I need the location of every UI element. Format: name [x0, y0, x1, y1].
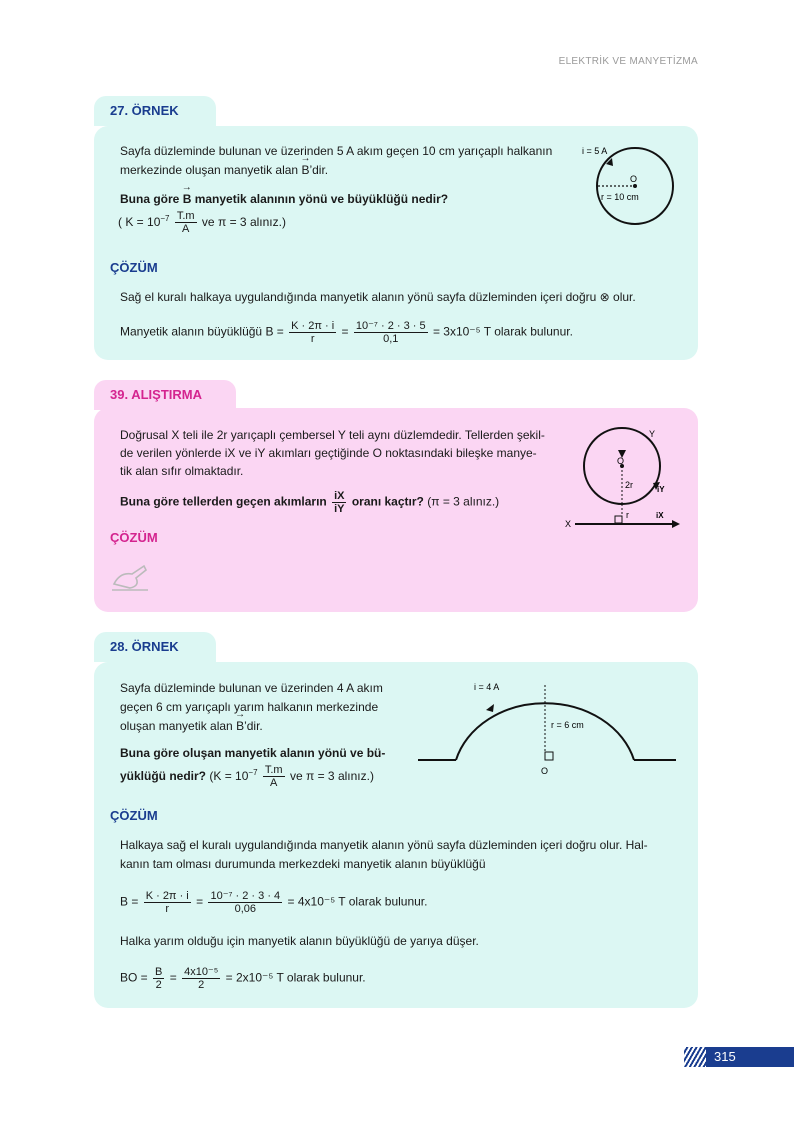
- svg-text:O: O: [541, 766, 549, 776]
- example-27-figure: [582, 140, 690, 240]
- into-page-symbol: ⊗: [599, 290, 610, 304]
- svg-text:2r: 2r: [625, 480, 634, 490]
- svg-text:O: O: [630, 174, 638, 184]
- svg-text:i = 4 A: i = 4 A: [474, 682, 500, 692]
- svg-text:r: r: [626, 510, 629, 520]
- example-28-solution-line1: Halkaya sağ el kuralı uygulandığında manyetik alanın yönü sayfa düzleminden içeri doğru olur. Hal-: [120, 838, 648, 852]
- example-28-line1: Sayfa düzleminde bulunan ve üzerinden 4 A akım: [120, 681, 383, 695]
- example-28-question1: Buna göre oluşan manyetik alanın yönü ve bü-: [120, 746, 386, 760]
- pencil-hand-icon: [110, 560, 150, 594]
- svg-text:r = 6 cm: r = 6 cm: [551, 720, 584, 730]
- svg-text:iX: iX: [656, 511, 664, 520]
- exercise-39-figure: [560, 420, 690, 535]
- exercise-39-question: Buna göre tellerden geçen akımların $\frac{iX}{iY}$ oranı kaçtır? (π = 3 alınız.): [120, 490, 500, 515]
- page-number: 315: [714, 1049, 736, 1064]
- example-28-line2: geçen 6 cm yarıçaplı yarım halkanın merkezinde: [120, 700, 379, 714]
- example-28-figure: [414, 676, 684, 780]
- example-27-solution-label: ÇÖZÜM: [110, 260, 158, 275]
- svg-text:X: X: [565, 519, 572, 529]
- example-28-question2: yüklüğü nedir? ($K = 10^{-7}$ $\frac{T.m}{A}$ ve π = 3 alınız.): [120, 764, 374, 790]
- example-28-solution-formula2: BO = $\frac{B}{2}$ = $\frac{\text{4x10⁻⁵}}{2}$ = 2x10⁻⁵ T olarak bulunur.: [120, 966, 366, 991]
- exercise-39-solution-label: ÇÖZÜM: [110, 530, 158, 545]
- chapter-header: ELEKTRİK VE MANYETİZMA: [558, 56, 698, 67]
- example-27-text-line2: merkezinde oluşan manyetik alan → B’dir.: [120, 161, 328, 179]
- exercise-39-line1: Doğrusal X teli ile 2r yarıçaplı çembersel Y teli aynı düzlemdedir. Tellerden şekil-: [120, 428, 545, 442]
- example-27-text-line1: Sayfa düzleminde bulunan ve üzerinden 5 A akım geçen 10 cm yarıçaplı halkanın: [120, 144, 553, 158]
- svg-text:r = 10 cm: r = 10 cm: [601, 192, 639, 202]
- example-28-solution-line2: kanın tam olması durumunda merkezdeki manyetik alanın büyüklüğü: [120, 857, 486, 871]
- example-27-solution-line1: Sağ el kuralı halkaya uygulandığında manyetik alanın yönü sayfa düzleminden içeri doğru ⊗ olur.: [120, 290, 636, 304]
- example-28-line3: oluşan manyetik alan → B’dir.: [120, 717, 263, 735]
- svg-text:Y: Y: [649, 429, 656, 439]
- svg-text:O: O: [617, 456, 625, 466]
- exercise-39-line3: tik alan sıfır olmaktadır.: [120, 464, 244, 478]
- example-27-given: ( $K = 10^{-7}$ $\frac{T.m}{A}$ ve π = 3 alınız.): [118, 210, 286, 236]
- fig-current-label: i = 5 A: [582, 146, 608, 156]
- example-27-question: Buna göre → B manyetik alanının yönü ve büyüklüğü nedir?: [120, 190, 448, 208]
- stripes-decoration: [684, 1047, 706, 1067]
- example-28-solution-label: ÇÖZÜM: [110, 808, 158, 823]
- example-28-tab: 28. ÖRNEK: [94, 632, 216, 662]
- vector-b: → B: [301, 161, 309, 179]
- example-27-solution-line2: Manyetik alanın büyüklüğü B = $\frac{K \cdot 2\pi \cdot i}{r}$ = $\frac{\text{10⁻⁷ · 2 · 3 · 5}}{0,1}$ = 3x10⁻⁵ T olarak bulunur.: [120, 320, 573, 345]
- example-27-tab: 27. ÖRNEK: [94, 96, 216, 126]
- example-28-solution-formula1: B = $\frac{K \cdot 2\pi \cdot i}{r}$ = $\frac{\text{10⁻⁷ · 2 · 3 · 4}}{0,06}$ = 4x10⁻⁵ T olarak bulunur.: [120, 890, 428, 915]
- example-28-solution-line3: Halka yarım olduğu için manyetik alanın büyüklüğü de yarıya düşer.: [120, 934, 479, 948]
- exercise-39-line2: de verilen yönlerde iX ve iY akımları geçtiğinde O noktasındaki bileşke manye-: [120, 446, 537, 460]
- exercise-39-tab: 39. ALIŞTIRMA: [94, 380, 236, 410]
- page-number-badge: [686, 1047, 794, 1067]
- svg-text:iY: iY: [657, 485, 665, 494]
